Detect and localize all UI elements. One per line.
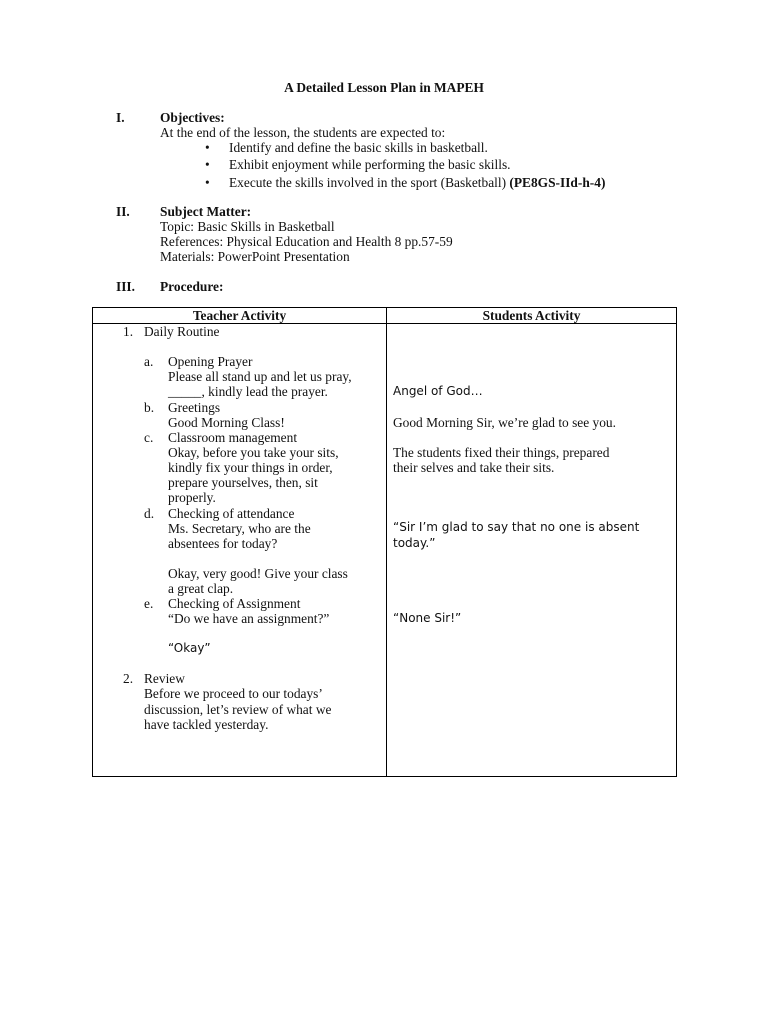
- objectives-numeral: I.: [116, 110, 125, 125]
- table-column-divider: [386, 308, 387, 776]
- review-label: Review: [144, 671, 185, 686]
- daily-routine-label: Daily Routine: [144, 324, 220, 339]
- objective-item: Exhibit enjoyment while performing the basic skills.: [229, 157, 511, 172]
- subject-matter-numeral: II.: [116, 204, 130, 219]
- list-letter: a.: [144, 354, 154, 369]
- list-letter: d.: [144, 506, 155, 521]
- student-response: The students fixed their things, prepared: [393, 445, 610, 460]
- objectives-heading: Objectives:: [160, 110, 225, 125]
- list-letter: b.: [144, 400, 155, 415]
- opening-prayer-label: Opening Prayer: [168, 354, 253, 369]
- teacher-line: Good Morning Class!: [168, 415, 285, 430]
- teacher-line: a great clap.: [168, 581, 234, 596]
- list-number: 1.: [123, 324, 134, 339]
- objective-item: Execute the skills involved in the sport (Basketball) (PE8GS-IId-h-4): [229, 175, 606, 190]
- teacher-line: Please all stand up and let us pray,: [168, 369, 352, 384]
- bullet-icon: •: [205, 157, 210, 172]
- attendance-label: Checking of attendance: [168, 506, 295, 521]
- student-response: “Sir I’m glad to say that no one is absent: [393, 520, 640, 534]
- list-number: 2.: [123, 671, 134, 686]
- subject-references: References: Physical Education and Health 8 pp.57-59: [160, 234, 453, 249]
- teacher-line: Before we proceed to our todays’: [144, 686, 323, 701]
- subject-materials: Materials: PowerPoint Presentation: [160, 249, 350, 264]
- objectives-intro: At the end of the lesson, the students are expected to:: [160, 125, 446, 140]
- teacher-line: Ms. Secretary, who are the: [168, 521, 311, 536]
- student-response: Good Morning Sir, we’re glad to see you.: [393, 415, 616, 430]
- student-response: today.”: [393, 536, 436, 550]
- student-response: Angel of God…: [393, 384, 483, 398]
- teacher-line: Okay, before you take your sits,: [168, 445, 339, 460]
- subject-topic: Topic: Basic Skills in Basketball: [160, 219, 335, 234]
- assignment-label: Checking of Assignment: [168, 596, 301, 611]
- bullet-icon: •: [205, 175, 210, 190]
- teacher-line: have tackled yesterday.: [144, 717, 269, 732]
- subject-matter-heading: Subject Matter:: [160, 204, 252, 219]
- teacher-line: _____, kindly lead the prayer.: [168, 384, 328, 399]
- teacher-line: “Okay”: [168, 641, 211, 655]
- competency-code: (PE8GS-IId-h-4): [509, 175, 606, 190]
- teacher-line: absentees for today?: [168, 536, 278, 551]
- greetings-label: Greetings: [168, 400, 221, 415]
- list-letter: c.: [144, 430, 154, 445]
- teacher-line: Okay, very good! Give your class: [168, 566, 348, 581]
- table-header-students: Students Activity: [482, 308, 581, 323]
- procedure-heading: Procedure:: [160, 279, 224, 294]
- teacher-line: prepare yourselves, then, sit: [168, 475, 318, 490]
- teacher-line: “Do we have an assignment?”: [168, 611, 330, 626]
- student-response: “None Sir!”: [393, 611, 462, 625]
- teacher-line: discussion, let’s review of what we: [144, 702, 332, 717]
- procedure-numeral: III.: [116, 279, 135, 294]
- classroom-management-label: Classroom management: [168, 430, 298, 445]
- table-header-teacher: Teacher Activity: [192, 308, 287, 323]
- page-title: A Detailed Lesson Plan in MAPEH: [284, 80, 484, 95]
- bullet-icon: •: [205, 140, 210, 155]
- objective-item: Identify and define the basic skills in basketball.: [229, 140, 488, 155]
- procedure-table: [92, 307, 677, 777]
- student-response: their selves and take their sits.: [393, 460, 555, 475]
- teacher-line: properly.: [168, 490, 216, 505]
- list-letter: e.: [144, 596, 154, 611]
- teacher-line: kindly fix your things in order,: [168, 460, 333, 475]
